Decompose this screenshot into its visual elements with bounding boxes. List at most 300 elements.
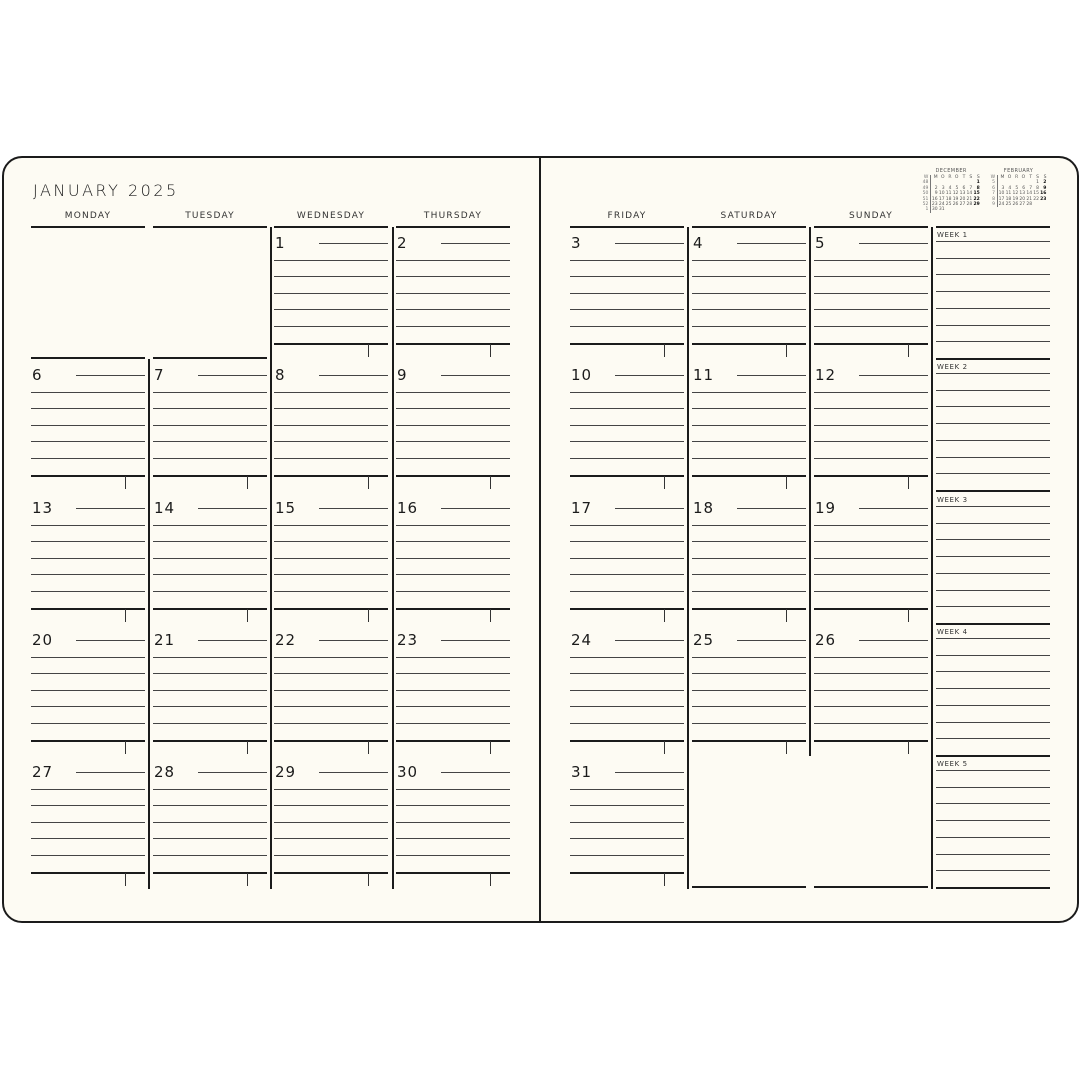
writing-line	[274, 276, 388, 277]
day-cell-23[interactable]	[396, 624, 510, 757]
writing-line	[396, 805, 510, 806]
mini-calendar-date: 9	[1043, 185, 1047, 191]
day-cell-25[interactable]	[692, 624, 806, 757]
time-tick	[786, 344, 787, 357]
writing-line	[692, 343, 806, 345]
day-header-wednesday: WEDNESDAY	[296, 211, 366, 221]
writing-line	[319, 243, 388, 244]
writing-line	[198, 508, 267, 509]
day-cell-1[interactable]	[274, 227, 388, 360]
mini-calendar-date: 9	[990, 202, 998, 207]
writing-line	[31, 673, 145, 674]
writing-line	[31, 789, 145, 790]
writing-line	[570, 541, 684, 542]
mini-calendar-date: 20	[959, 196, 966, 202]
writing-line	[692, 392, 806, 393]
column-divider	[148, 359, 150, 889]
week-label: WEEK 2	[937, 363, 968, 371]
mini-calendar-date: 18	[1005, 196, 1012, 202]
mini-calendar-date	[966, 207, 973, 212]
day-cell-8[interactable]	[274, 359, 388, 492]
writing-line	[692, 326, 806, 327]
writing-line	[692, 591, 806, 592]
writing-line	[274, 293, 388, 294]
writing-line	[692, 293, 806, 294]
day-number: 7	[154, 366, 171, 384]
day-number: 21	[154, 631, 181, 649]
mini-calendar-date: 24	[998, 202, 1005, 208]
writing-line	[570, 591, 684, 592]
writing-line	[31, 574, 145, 575]
writing-line	[319, 772, 388, 773]
mini-calendar-header: O	[941, 175, 945, 180]
mini-calendar-date: 22	[973, 196, 980, 202]
mini-calendar-header: S	[1036, 175, 1039, 180]
time-tick	[125, 873, 126, 886]
writing-line	[153, 838, 267, 839]
time-tick	[125, 609, 126, 622]
day-cell-27[interactable]	[31, 756, 145, 889]
writing-line	[31, 805, 145, 806]
writing-line	[692, 657, 806, 658]
writing-line	[615, 772, 684, 773]
writing-line	[153, 458, 267, 459]
day-cell-18[interactable]	[692, 492, 806, 625]
day-number: 6	[32, 366, 49, 384]
day-number: 22	[275, 631, 302, 649]
writing-line	[615, 243, 684, 244]
writing-line	[31, 392, 145, 393]
day-number: 10	[571, 366, 598, 384]
writing-line	[319, 375, 388, 376]
empty-day-cell	[31, 227, 145, 360]
column-divider	[931, 227, 933, 889]
day-cell-11[interactable]	[692, 359, 806, 492]
mini-calendar-date: 50	[922, 191, 931, 196]
empty-day-cell	[692, 756, 806, 889]
writing-line	[31, 706, 145, 707]
writing-line	[274, 541, 388, 542]
mini-calendar-date	[945, 207, 952, 212]
writing-line	[692, 740, 806, 742]
column-divider	[270, 227, 272, 889]
writing-line	[274, 673, 388, 674]
day-cell-5[interactable]	[814, 227, 928, 360]
writing-line	[274, 822, 388, 823]
time-tick	[786, 741, 787, 754]
mini-calendar-header: R	[1015, 175, 1019, 180]
writing-line	[692, 458, 806, 459]
writing-line	[396, 326, 510, 327]
mini-calendar-date: 29	[973, 202, 980, 208]
mini-calendar-date: 28	[1026, 202, 1033, 208]
mini-calendar-date: 16	[931, 196, 938, 202]
mini-calendar-date: 10	[938, 191, 945, 197]
writing-line	[936, 887, 1050, 889]
writing-line	[31, 441, 145, 442]
day-number: 18	[693, 499, 720, 517]
day-cell-4[interactable]	[692, 227, 806, 360]
writing-line	[274, 855, 388, 856]
mini-calendar-date: 14	[966, 191, 973, 197]
time-tick	[908, 476, 909, 489]
time-tick	[664, 741, 665, 754]
day-cell-30[interactable]	[396, 756, 510, 889]
week-notes-3[interactable]	[936, 492, 1050, 625]
writing-line	[570, 657, 684, 658]
day-cell-20[interactable]	[31, 624, 145, 757]
day-cell-10[interactable]	[570, 359, 684, 492]
writing-line	[570, 441, 684, 442]
writing-line	[274, 574, 388, 575]
day-cell-24[interactable]	[570, 624, 684, 757]
writing-line	[396, 475, 510, 477]
writing-line	[814, 657, 928, 658]
day-cell-2[interactable]	[396, 227, 510, 360]
writing-line	[814, 425, 928, 426]
mini-calendar-date	[952, 207, 959, 212]
mini-calendar-date	[959, 207, 966, 212]
writing-line	[814, 392, 928, 393]
day-number: 15	[275, 499, 302, 517]
mini-calendar-header: O	[954, 175, 959, 180]
writing-line	[570, 855, 684, 856]
writing-line	[570, 425, 684, 426]
time-tick	[908, 344, 909, 357]
writing-line	[396, 872, 510, 874]
day-cell-9[interactable]	[396, 359, 510, 492]
mini-calendar-date: 8	[1036, 185, 1039, 191]
writing-line	[570, 458, 684, 459]
writing-line	[274, 805, 388, 806]
mini-calendar-date: 21	[966, 196, 973, 202]
writing-line	[153, 574, 267, 575]
writing-line	[570, 690, 684, 691]
writing-line	[274, 558, 388, 559]
mini-calendar-date: 23	[1040, 196, 1047, 202]
writing-line	[76, 772, 145, 773]
mini-calendar-date: 17	[938, 196, 945, 202]
writing-line	[570, 525, 684, 526]
writing-line	[814, 276, 928, 277]
mini-calendar-date: 11	[1005, 191, 1012, 197]
week-notes-5[interactable]	[936, 756, 1050, 889]
week-notes-2[interactable]	[936, 359, 1050, 492]
writing-line	[570, 260, 684, 261]
mini-calendar-date: 51	[922, 197, 931, 202]
day-number: 2	[397, 234, 414, 252]
writing-line	[615, 640, 684, 641]
writing-line	[615, 375, 684, 376]
time-tick	[664, 476, 665, 489]
writing-line	[153, 608, 267, 610]
day-cell-14[interactable]	[153, 492, 267, 625]
writing-line	[396, 458, 510, 459]
day-cell-17[interactable]	[570, 492, 684, 625]
writing-line	[31, 608, 145, 610]
mini-calendar-date: 28	[966, 202, 973, 208]
writing-line	[274, 309, 388, 310]
writing-line	[692, 260, 806, 261]
day-cell-28[interactable]	[153, 756, 267, 889]
writing-line	[814, 574, 928, 575]
week-notes-1[interactable]	[936, 227, 1050, 360]
writing-line	[692, 574, 806, 575]
mini-calendar-header: O	[1007, 175, 1012, 180]
writing-line	[859, 640, 928, 641]
time-tick	[490, 609, 491, 622]
mini-calendar-date: 10	[998, 191, 1005, 197]
writing-line	[936, 573, 1050, 574]
column-divider	[809, 227, 811, 756]
writing-line	[814, 541, 928, 542]
writing-line	[814, 690, 928, 691]
day-cell-29[interactable]	[274, 756, 388, 889]
writing-line	[396, 525, 510, 526]
writing-line	[274, 392, 388, 393]
mini-calendar-date: 15	[1033, 191, 1039, 197]
writing-line	[396, 441, 510, 442]
day-number: 25	[693, 631, 720, 649]
day-number: 30	[397, 763, 424, 781]
writing-line	[31, 838, 145, 839]
mini-calendar-grid	[922, 175, 980, 213]
writing-line	[153, 789, 267, 790]
writing-line	[570, 822, 684, 823]
cell-bottom-rule	[692, 886, 806, 888]
day-cell-12[interactable]	[814, 359, 928, 492]
writing-line	[396, 276, 510, 277]
writing-line	[936, 274, 1050, 275]
mini-calendar-date: 24	[938, 202, 945, 208]
writing-line	[692, 541, 806, 542]
writing-line	[814, 408, 928, 409]
writing-line	[570, 558, 684, 559]
day-number: 29	[275, 763, 302, 781]
mini-calendar-date: 4	[1008, 185, 1012, 191]
writing-line	[274, 789, 388, 790]
writing-line	[814, 309, 928, 310]
writing-line	[737, 640, 806, 641]
day-number: 20	[32, 631, 59, 649]
writing-line	[692, 425, 806, 426]
writing-line	[396, 425, 510, 426]
writing-line	[396, 838, 510, 839]
writing-line	[814, 475, 928, 477]
writing-line	[692, 673, 806, 674]
writing-line	[570, 276, 684, 277]
mini-calendar-header: O	[1021, 175, 1026, 180]
day-number: 16	[397, 499, 424, 517]
writing-line	[153, 408, 267, 409]
writing-line	[198, 772, 267, 773]
writing-line	[31, 872, 145, 874]
writing-line	[936, 258, 1050, 259]
time-tick	[908, 609, 909, 622]
writing-line	[692, 408, 806, 409]
time-tick	[490, 476, 491, 489]
writing-line	[814, 608, 928, 610]
writing-line	[76, 640, 145, 641]
writing-line	[570, 706, 684, 707]
day-cell-19[interactable]	[814, 492, 928, 625]
day-cell-16[interactable]	[396, 492, 510, 625]
week-notes-4[interactable]	[936, 624, 1050, 757]
mini-calendar-december	[922, 168, 980, 213]
writing-line	[396, 558, 510, 559]
writing-line	[936, 539, 1050, 540]
writing-line	[570, 326, 684, 327]
writing-line	[570, 805, 684, 806]
day-cell-26[interactable]	[814, 624, 928, 757]
mini-calendar-date	[1040, 202, 1047, 207]
mini-calendar-date: 6	[962, 185, 966, 191]
writing-line	[936, 655, 1050, 656]
week-label: WEEK 4	[937, 628, 968, 636]
day-cell-15[interactable]	[274, 492, 388, 625]
time-tick	[490, 344, 491, 357]
writing-line	[692, 475, 806, 477]
writing-line	[570, 293, 684, 294]
mini-calendar-date: 12	[1012, 191, 1019, 197]
day-cell-21[interactable]	[153, 624, 267, 757]
writing-line	[198, 375, 267, 376]
month-title: JANUARY 2025	[33, 181, 179, 200]
writing-line	[153, 872, 267, 874]
writing-line	[936, 556, 1050, 557]
writing-line	[153, 855, 267, 856]
writing-line	[31, 723, 145, 724]
time-tick	[908, 741, 909, 754]
time-tick	[247, 873, 248, 886]
mini-calendar-date: 7	[990, 191, 998, 196]
week-label: WEEK 5	[937, 760, 968, 768]
mini-calendar-header: T	[962, 175, 966, 180]
writing-line	[936, 770, 1050, 771]
writing-line	[936, 373, 1050, 374]
mini-calendar-date: 52	[922, 202, 931, 207]
writing-line	[814, 458, 928, 459]
writing-line	[274, 723, 388, 724]
day-number: 17	[571, 499, 598, 517]
writing-line	[936, 523, 1050, 524]
mini-calendar-date: 6	[1022, 185, 1026, 191]
writing-line	[274, 657, 388, 658]
writing-line	[570, 723, 684, 724]
mini-calendar-header: M	[1000, 175, 1005, 180]
mini-calendar-date: 21	[1026, 196, 1033, 202]
writing-line	[936, 803, 1050, 804]
week-label: WEEK 3	[937, 496, 968, 504]
writing-line	[31, 458, 145, 459]
mini-calendar-header: W	[922, 175, 931, 180]
day-cell-7[interactable]	[153, 359, 267, 492]
day-cell-22[interactable]	[274, 624, 388, 757]
writing-line	[274, 690, 388, 691]
writing-line	[936, 406, 1050, 407]
mini-calendar-header: R	[948, 175, 952, 180]
writing-line	[396, 657, 510, 658]
writing-line	[274, 260, 388, 261]
writing-line	[274, 838, 388, 839]
day-header-saturday: SATURDAY	[720, 211, 778, 221]
mini-calendar-date: 1	[1036, 180, 1039, 186]
mini-calendar-date	[973, 207, 980, 212]
writing-line	[570, 740, 684, 742]
mini-calendar-date: 22	[1033, 196, 1039, 202]
writing-line	[153, 425, 267, 426]
day-header-friday: FRIDAY	[607, 211, 647, 221]
writing-line	[936, 671, 1050, 672]
empty-day-cell	[814, 756, 928, 889]
writing-line	[570, 475, 684, 477]
writing-line	[441, 243, 510, 244]
writing-line	[615, 508, 684, 509]
week-label: WEEK 1	[937, 231, 968, 239]
writing-line	[936, 870, 1050, 871]
writing-line	[936, 820, 1050, 821]
writing-line	[936, 837, 1050, 838]
mini-calendar-date: 5	[955, 185, 959, 191]
mini-calendar-header: M	[933, 175, 938, 180]
writing-line	[859, 243, 928, 244]
writing-line	[153, 805, 267, 806]
day-cell-13[interactable]	[31, 492, 145, 625]
writing-line	[936, 590, 1050, 591]
writing-line	[692, 608, 806, 610]
writing-line	[936, 390, 1050, 391]
mini-calendar-date: 9	[934, 191, 938, 197]
writing-line	[274, 326, 388, 327]
mini-calendar-date: 26	[1012, 202, 1019, 208]
writing-line	[692, 276, 806, 277]
writing-line	[31, 541, 145, 542]
writing-line	[396, 706, 510, 707]
writing-line	[396, 293, 510, 294]
writing-line	[570, 574, 684, 575]
day-number: 5	[815, 234, 832, 252]
writing-line	[737, 508, 806, 509]
writing-line	[274, 591, 388, 592]
writing-line	[936, 325, 1050, 326]
mini-calendar-date: 25	[1005, 202, 1012, 208]
mini-calendar-date: 7	[1029, 185, 1033, 191]
writing-line	[936, 440, 1050, 441]
day-cell-3[interactable]	[570, 227, 684, 360]
mini-calendar-title: DECEMBER	[935, 168, 967, 174]
writing-line	[396, 260, 510, 261]
column-divider	[392, 227, 394, 889]
writing-line	[936, 688, 1050, 689]
mini-calendar-date: 2	[1043, 180, 1047, 186]
mini-calendar-date: 14	[1026, 191, 1033, 197]
writing-line	[274, 706, 388, 707]
day-cell-6[interactable]	[31, 359, 145, 492]
writing-line	[692, 690, 806, 691]
writing-line	[936, 457, 1050, 458]
mini-calendar-date: 19	[952, 196, 959, 202]
writing-line	[31, 591, 145, 592]
mini-calendar-title: FEBRUARY	[1003, 168, 1034, 174]
writing-line	[31, 657, 145, 658]
writing-line	[441, 640, 510, 641]
writing-line	[396, 309, 510, 310]
writing-line	[396, 673, 510, 674]
writing-line	[31, 525, 145, 526]
day-cell-31[interactable]	[570, 756, 684, 889]
empty-day-cell	[153, 227, 267, 360]
writing-line	[814, 558, 928, 559]
